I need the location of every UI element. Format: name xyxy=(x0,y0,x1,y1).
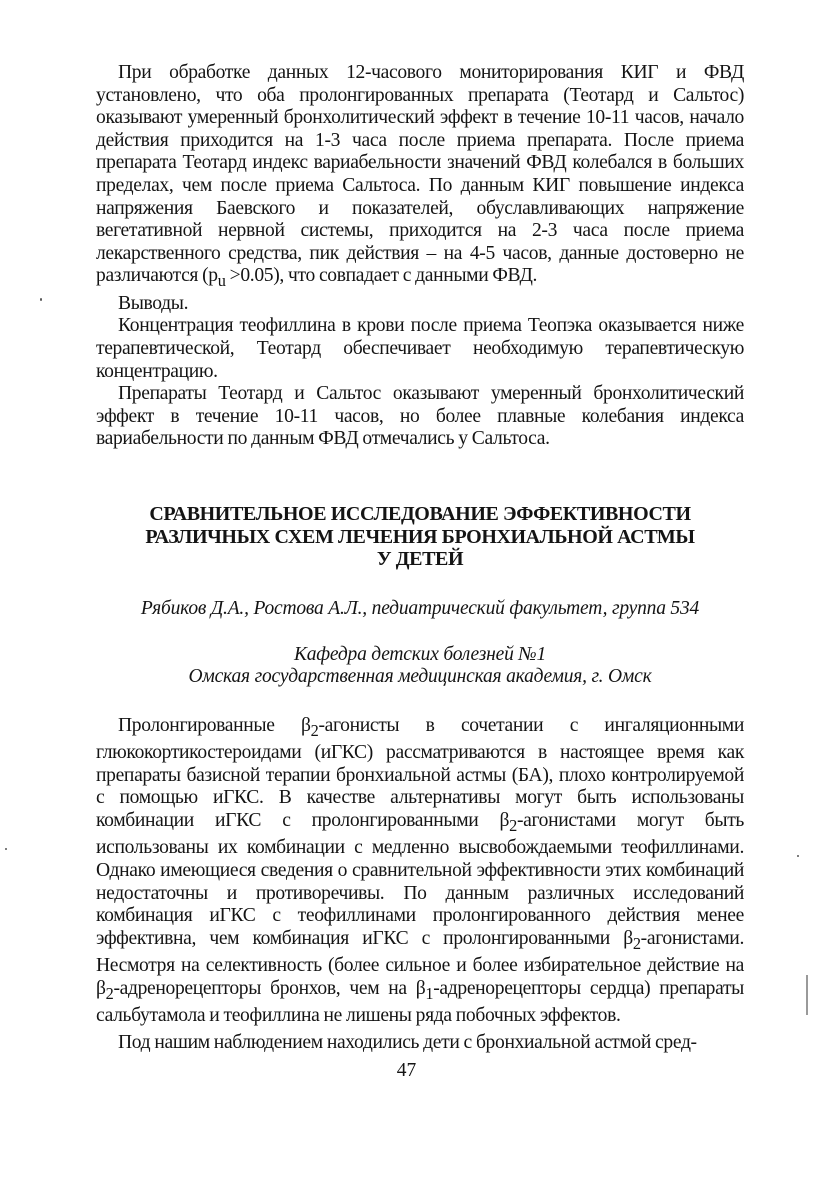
conclusion-paragraph-1: Концентрация теофиллина в крови после приема Теопэка оказывается ниже терапевтической, Теотард обеспечивает необходимую терапевтическую концентрацию. xyxy=(96,315,744,382)
article-authors: Рябиков Д.А., Ростова А.Л., педиатрический факультет, группа 534 xyxy=(140,597,700,619)
intro-section xyxy=(96,62,744,451)
results-paragraph: При обработке данных 12-часового мониторирования КИГ и ФВД установлено, что оба пролонгированных препарата (Теотард и Сальтос) оказывают умеренный бронхолитический эффект в течение 10-11 часов, начало действия приходится на 1-3 часа после приема препарата. После приема препарата Теотард индекс вариабельности значений ФВД колебался в больших пределах, чем после приема Сальтоса. По данным КИГ повышение индекса напряжения Баевского и показателей, обуславливающих напряжение вегетативной нервной системы, приходится на 2-3 часа после приема лекарственного средства, пик действия – на 4-5 часов, данные достоверно не различаются $(p_u >0.05)$, что совпадает с данными ФВД. xyxy=(96,62,744,291)
body-paragraph-1: Пролонгированные $\beta_2$-агонисты в сочетании с ингаляционными глюкокортикостероидами (иГКС) рассматриваются в настоящее время как препараты базисной терапии бронхиальной астмы (БА), плохо контролируемой с помощью иГКС. В качестве альтернативы могут быть использованы комбинации иГКС с пролонгированными $\beta_2$-агонистами могут быть использованы их комбинации с медленно высвобождаемыми теофиллинами. Однако имеющиеся сведения о сравнительной эффективности этих комбинаций недостаточны и противоречивы. По данным различных исследований комбинация иГКС с теофиллинами пролонгированного действия менее эффективна, чем комбинация иГКС с пролонгированными $\beta_2$-агонистами. Несмотря на селективность (более сильное и более избирательное действие на $\beta_2$-адренорецепторы бронхов, чем на $\beta_1$-адренорецепторы сердца) препараты сальбутамола и теофиллина не лишены ряда побочных эффектов. xyxy=(96,714,744,1027)
article-title-line-1: СРАВНИТЕЛЬНОЕ ИССЛЕДОВАНИЕ ЭФФЕКТИВНОСТИ xyxy=(149,503,691,525)
scan-speck xyxy=(40,298,42,301)
article-department: Кафедра детских болезней №1 xyxy=(293,643,547,665)
page-content xyxy=(96,62,744,1055)
article-body xyxy=(96,715,744,1055)
page-number: 47 xyxy=(396,1060,417,1081)
conclusions-label: Выводы. xyxy=(118,292,189,314)
article-title-line-3: У ДЕТЕЙ xyxy=(376,548,464,570)
article-institution: Омская государственная медицинская академия, г. Омск xyxy=(188,666,652,688)
scan-speck xyxy=(797,855,799,857)
article-title-line-2: РАЗЛИЧНЫХ СХЕМ ЛЕЧЕНИЯ БРОНХИАЛЬНОЙ АСТМЫ xyxy=(145,525,695,548)
conclusion-paragraph-2: Препараты Теотард и Сальтос оказывают умеренный бронхолитический эффект в течение 10-11 часов, но более плавные колебания индекса вариабельности по данным ФВД отмечались у Сальтоса. xyxy=(96,383,744,450)
body-paragraph-2: Под нашим наблюдением находились дети с бронхиальной астмой сред- xyxy=(118,1032,697,1054)
article-header xyxy=(96,503,744,689)
scan-speck xyxy=(5,848,7,850)
scan-edge-mark xyxy=(806,975,808,1015)
